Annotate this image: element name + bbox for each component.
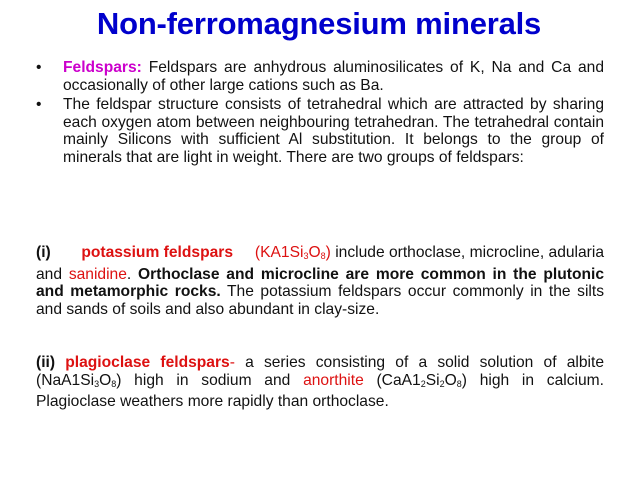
plagioclase-feldspars-paragraph	[36, 354, 604, 411]
feldspars-term: Feldspars:	[63, 59, 142, 76]
bullet-marker: •	[36, 59, 42, 76]
albite-subscript: 8	[111, 378, 117, 389]
anorthite-subscript: 2	[420, 378, 426, 389]
potassium-text-1: include orthoclase, microcline, adularia and	[36, 244, 605, 283]
potassium-bold-text: Orthoclase and microcline are more common in the plutonic and metamorphic rocks.	[36, 265, 604, 301]
feldspars-text: Feldspars are anhydrous aluminosilicates of K, Na and Ca and occasionally of other large cations such as Ba.	[63, 59, 604, 94]
plagioclase-term: plagioclase feldspars	[65, 354, 230, 371]
structure-text: The feldspar structure consists of tetrahedral which are attracted by sharing each oxygen atom between neighbouring tetrahedran. The tetrahedral contain mainly Silicons with sufficient Al substitution. It belongs to the group of minerals that are light in weight. There are two groups of feldspars:	[63, 96, 604, 166]
potassium-feldspars-paragraph	[36, 244, 604, 318]
plagioclase-text-1: a series consisting of a solid solution of albite (NaA1Si	[36, 354, 604, 389]
albite-subscript: 3	[94, 378, 100, 389]
anorthite-part: Si	[425, 371, 440, 389]
potassium-number: (i)	[36, 244, 51, 261]
anorthite-subscript: 8	[456, 378, 462, 389]
potassium-text-2: The potassium feldspars occur commonly in the silts and sands of soils and also abundant in clay-size.	[36, 283, 605, 318]
formula-part: (KA1Si	[254, 244, 304, 261]
formula-part: )	[325, 244, 331, 261]
plagioclase-dash: -	[229, 354, 235, 371]
sanidine-term: sanidine	[68, 265, 127, 283]
plagioclase-text-4: ) high in calcium. Plagioclase weathers more rapidly than orthoclase.	[36, 371, 604, 411]
potassium-dot: .	[126, 265, 139, 283]
plagioclase-number: (ii)	[36, 354, 56, 371]
anorthite-term: anorthite	[303, 371, 364, 389]
bullet-list	[36, 59, 604, 169]
bullet-marker: •	[36, 96, 42, 114]
potassium-term: potassium feldspars	[81, 244, 234, 261]
bullet-feldspars	[36, 59, 604, 94]
plagioclase-text-3: (CaA1	[363, 371, 421, 389]
albite-part: O	[99, 371, 112, 389]
anorthite-subscript: 2	[439, 378, 445, 389]
formula-subscript: 8	[320, 251, 326, 261]
formula-subscript: 3	[303, 251, 309, 261]
potassium-formula	[255, 244, 331, 261]
bullet-structure	[36, 96, 604, 166]
plagioclase-text-2: ) high in sodium and	[116, 371, 304, 389]
formula-part: O	[308, 244, 321, 261]
slide-title: Non-ferromagnesium minerals	[96, 6, 542, 41]
anorthite-part: O	[444, 371, 457, 389]
